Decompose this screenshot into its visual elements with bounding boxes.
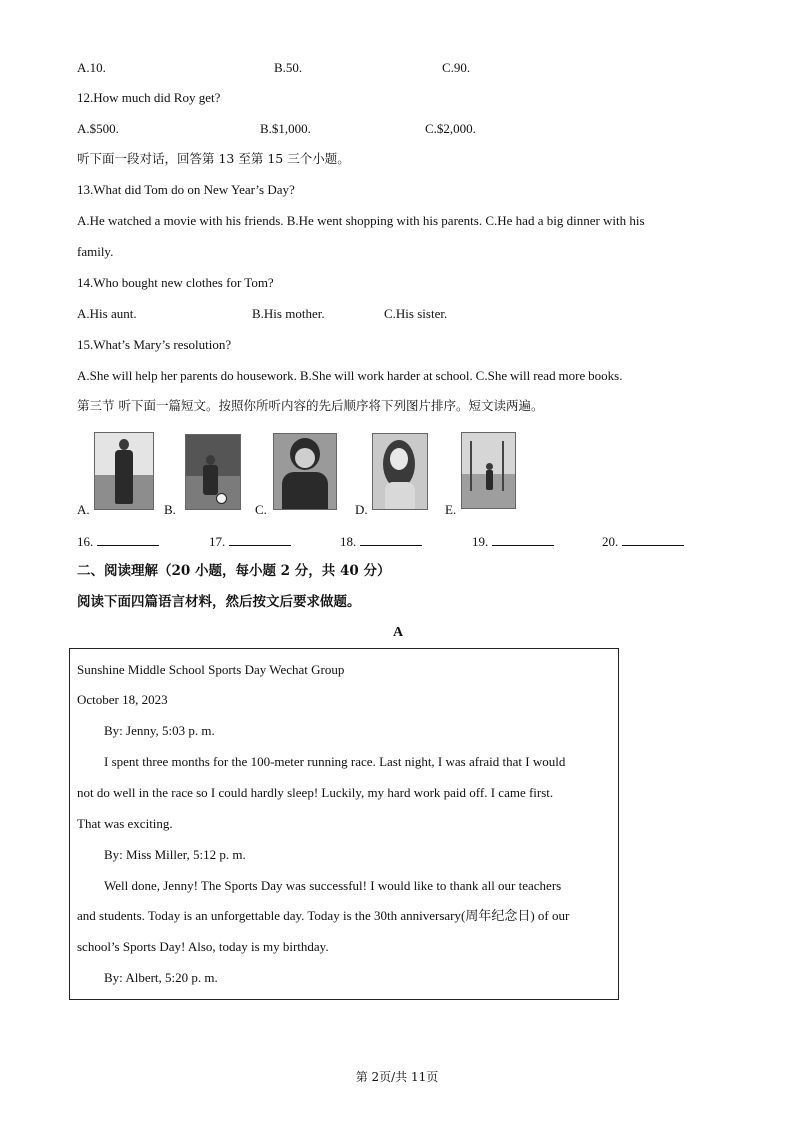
q12-option-a: A.$500. [77, 121, 119, 136]
q11-option-c: C.90. [442, 60, 471, 75]
answer-blank-19[interactable] [472, 533, 554, 550]
blank-number: 19. [472, 534, 489, 549]
picture-label-d: D. [355, 502, 368, 517]
q14-question: 14.Who bought new clothes for Tom? [77, 275, 274, 290]
post-author-miss-miller: By: Miss Miller, 5:12 p. m. [104, 847, 246, 862]
post-text: Well done, Jenny! The Sports Day was successful! I would like to thank all our teachers [104, 878, 562, 893]
answer-blank-20[interactable] [602, 533, 684, 550]
blank-number: 16. [77, 534, 94, 549]
q15-options: A.She will help her parents do housework. B.She will work harder at school. C.She will read more books. [77, 368, 623, 383]
post-text: school’s Sports Day! Also, today is my birthday. [77, 939, 329, 954]
passage-label: A [393, 625, 404, 640]
blank-number: 17. [209, 534, 226, 549]
q14-option-b: B.His mother. [252, 306, 325, 321]
part2-instruction: 阅读下面四篇语言材料，然后按文后要求做题。 [77, 594, 361, 610]
post-text: That was exciting. [77, 816, 173, 831]
q13-question: 13.What did Tom do on New Year’s Day? [77, 182, 295, 197]
picture-a-woman-in-dress [94, 432, 154, 510]
blank-line [622, 533, 684, 546]
q15-question: 15.What’s Mary’s resolution? [77, 337, 232, 352]
picture-label-c: C. [255, 502, 267, 517]
blank-line [229, 533, 291, 546]
q12-option-c: C.$2,000. [425, 121, 476, 136]
part2-title: 二、阅读理解（20 小题，每小题 2 分，共 40 分） [77, 563, 391, 579]
picture-label-e: E. [445, 502, 457, 517]
post-text: I spent three months for the 100-meter running race. Last night, I was afraid that I would [104, 754, 566, 769]
picture-label-b: B. [164, 502, 176, 517]
blank-line [97, 533, 159, 546]
post-author-jenny: By: Jenny, 5:03 p. m. [104, 723, 215, 738]
passage-date: October 18, 2023 [77, 692, 168, 707]
blank-line [360, 533, 422, 546]
q12-question: 12.How much did Roy get? [77, 90, 221, 105]
picture-c-boy-portrait [273, 433, 337, 510]
post-author-albert: By: Albert, 5:20 p. m. [104, 970, 218, 985]
q12-option-b: B.$1,000. [260, 121, 311, 136]
section3-instruction: 第三节 听下面一篇短文。按照你所听内容的先后顺序将下列图片排序。短文读两遍。 [77, 398, 544, 413]
answer-blank-17[interactable] [209, 533, 291, 550]
q11-option-a: A.10. [77, 60, 106, 75]
answer-blank-18[interactable] [340, 533, 422, 550]
picture-b-boy-playing-soccer [185, 434, 241, 510]
q14-option-c: C.His sister. [384, 306, 448, 321]
post-text: not do well in the race so I could hardly sleep! Luckily, my hard work paid off. I came first. [77, 785, 554, 800]
blank-line [492, 533, 554, 546]
q11-option-b: B.50. [274, 60, 303, 75]
group-name: Sunshine Middle School Sports Day Wechat Group [77, 662, 345, 677]
picture-d-girl-portrait [372, 433, 428, 510]
post-text: and students. Today is an unforgettable day. Today is the 30th anniversary(周年纪念日) of our [77, 908, 570, 923]
picture-label-a: A. [77, 502, 90, 517]
blank-number: 18. [340, 534, 357, 549]
picture-e-basketball-court [461, 432, 516, 509]
q14-option-a: A.His aunt. [77, 306, 137, 321]
blank-number: 20. [602, 534, 619, 549]
answer-blank-16[interactable] [77, 533, 159, 550]
q13-options-cont: family. [77, 244, 114, 259]
dialog-instruction: 听下面一段对话，回答第 13 至第 15 三个小题。 [77, 151, 350, 166]
page-footer: 第 2页/共 11页 [355, 1070, 439, 1084]
q13-options: A.He watched a movie with his friends. B.He went shopping with his parents. C.He had a big dinner with his [77, 213, 645, 228]
